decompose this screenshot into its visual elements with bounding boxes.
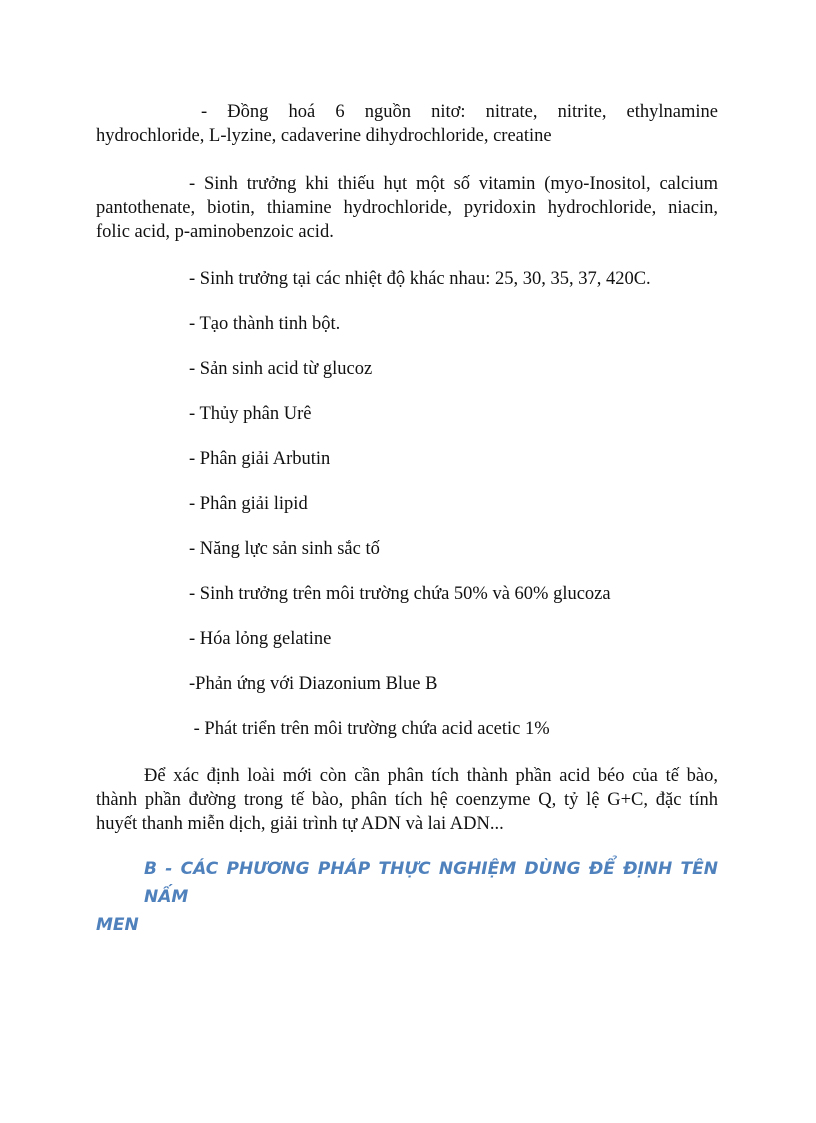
list-item: - Sinh trưởng trên môi trường chứa 50% và 60% glucoza	[189, 584, 611, 604]
list-item: - Tạo thành tinh bột.	[189, 314, 341, 334]
nitrogen-paragraph	[96, 100, 718, 148]
list-item: - Sinh trưởng tại các nhiệt độ khác nhau: 25, 30, 35, 37, 420C.	[189, 269, 651, 289]
vitamin-line-1: - Sinh trưởng khi thiếu hụt một số vitamin (myo-Inositol, calcium	[189, 174, 718, 194]
summary-line-3: huyết thanh miễn dịch, giải trình tự ADN và lai ADN...	[96, 814, 504, 834]
vitamin-line-2: pantothenate, biotin, thiamine hydrochloride, pyridoxin hydrochloride, niacin,	[96, 198, 718, 218]
list-item: - Phát triển trên môi trường chứa acid acetic 1%	[189, 719, 550, 739]
nitrogen-line-1: - Đồng hoá 6 nguồn nitơ: nitrate, nitrite, ethylnamine	[201, 102, 718, 122]
list-item: - Phân giải Arbutin	[189, 449, 331, 469]
list-item: -Phản ứng với Diazonium Blue B	[189, 674, 438, 694]
section-heading-line-2: MEN	[96, 915, 139, 935]
nitrogen-line-2: hydrochloride, L-lyzine, cadaverine dihydrochloride, creatine	[96, 126, 552, 146]
list-item: - Sản sinh acid từ glucoz	[189, 359, 373, 379]
vitamin-line-3: folic acid, p-aminobenzoic acid.	[96, 222, 334, 242]
list-item: - Thủy phân Urê	[189, 404, 312, 424]
vitamin-paragraph	[96, 172, 718, 244]
list-item: - Hóa lỏng gelatine	[189, 629, 332, 649]
section-heading	[96, 855, 718, 939]
summary-line-2: thành phần đường trong tế bào, phân tích hệ coenzyme Q, tỷ lệ G+C, đặc tính	[96, 790, 718, 810]
summary-paragraph	[96, 764, 718, 836]
summary-line-1: Để xác định loài mới còn cần phân tích thành phần acid béo của tế bào,	[144, 766, 718, 786]
list-item: - Phân giải lipid	[189, 494, 308, 514]
section-heading-line-1: B - CÁC PHƯƠNG PHÁP THỰC NGHIỆM DÙNG ĐỂ ĐỊNH TÊN NẤM	[144, 859, 718, 907]
list-item: - Năng lực sản sinh sắc tố	[189, 539, 380, 559]
